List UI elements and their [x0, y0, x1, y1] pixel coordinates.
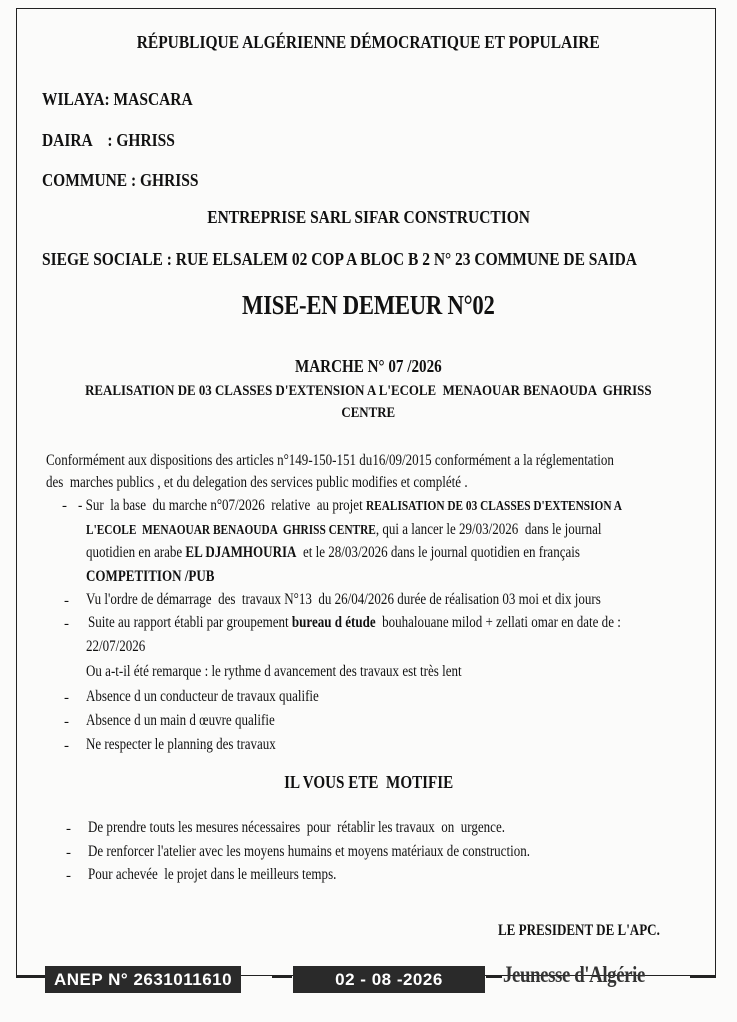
- motif-heading: IL VOUS ETE MOTIFIE: [283, 772, 454, 792]
- point-3-line3: Ou a-t-il été remarque : le rythme d avancement des travaux est très lent: [86, 663, 462, 680]
- point-1-line3: quotidien en arabe EL DJAMHOURIA et le 28/03/2026 dans le journal quotidien en français: [86, 544, 580, 561]
- point-4: Absence d un conducteur de travaux qualifie: [86, 688, 319, 705]
- page-title: MISE-EN DEMEUR N°02: [242, 290, 495, 320]
- bullet: -: [64, 714, 69, 730]
- bullet: -: [66, 821, 71, 837]
- point-1-line4: COMPETITION /PUB: [86, 568, 215, 585]
- bullet: -: [64, 690, 69, 706]
- date-badge: 02 - 08 -2026: [293, 966, 485, 993]
- marche-number: MARCHE N° 07 /2026: [295, 356, 442, 376]
- marche-object-line2: CENTRE: [341, 405, 396, 421]
- republic-heading: RÉPUBLIQUE ALGÉRIENNE DÉMOCRATIQUE ET POPULAIRE: [136, 32, 601, 52]
- footer-rule-end: [690, 976, 716, 978]
- footer-rule-mid: [272, 976, 292, 978]
- motif-1: De prendre touts les mesures nécessaires pour rétablir les travaux on urgence.: [88, 819, 505, 836]
- point-6: Ne respecter le planning des travaux: [86, 736, 276, 753]
- anep-badge: ANEP N° 2631011610: [45, 966, 241, 993]
- footer-rule-right: [486, 976, 502, 978]
- intro-line1: Conformément aux dispositions des articles n°149-150-151 du16/09/2015 conformément a la réglementation: [46, 452, 614, 469]
- signature: LE PRESIDENT DE L'APC.: [498, 922, 660, 939]
- bullet: -: [62, 498, 67, 514]
- bullet: -: [64, 616, 69, 632]
- point-1-line2: L'ECOLE MENAOUAR BENAOUDA GHRISS CENTRE, qui a lancer le 29/03/2026 dans le journal: [86, 521, 602, 538]
- bullet: -: [64, 738, 69, 754]
- point-5: Absence d un main d œuvre qualifie: [86, 712, 275, 729]
- daira-line: DAIRA : GHRISS: [42, 130, 175, 150]
- wilaya-line: WILAYA: MASCARA: [42, 89, 193, 109]
- point-3-line2: 22/07/2026: [86, 638, 146, 655]
- point-3-line1: Suite au rapport établi par groupement bureau d étude bouhalouane milod + zellati omar en date de :: [88, 614, 621, 631]
- marche-object-line1: REALISATION DE 03 CLASSES D'EXTENSION A L'ECOLE MENAOUAR BENAOUDA GHRISS: [85, 383, 652, 399]
- commune-line: COMMUNE : GHRISS: [42, 170, 199, 190]
- newspaper-logo: Jeunesse d'Algérie: [503, 962, 645, 987]
- entreprise-line: ENTREPRISE SARL SIFAR CONSTRUCTION: [207, 207, 530, 227]
- point-2: Vu l'ordre de démarrage des travaux N°13 du 26/04/2026 durée de réalisation 03 moi et dix jours: [86, 591, 601, 608]
- motif-3: Pour achevée le projet dans le meilleurs temps.: [88, 866, 337, 883]
- siege-line: SIEGE SOCIALE : RUE ELSALEM 02 COP A BLOC B 2 N° 23 COMMUNE DE SAIDA: [42, 249, 637, 269]
- bullet: -: [64, 593, 69, 609]
- point-1-line1: - Sur la base du marche n°07/2026 relative au projet REALISATION DE 03 CLASSES D'EXTENSION A: [78, 497, 622, 514]
- motif-2: De renforcer l'atelier avec les moyens humains et moyens matériaux de construction.: [88, 843, 530, 860]
- bullet: -: [66, 868, 71, 884]
- intro-line2: des marches publics , et du delegation des services public modifies et complété .: [46, 474, 468, 491]
- footer-rule-left: [16, 976, 46, 978]
- bullet: -: [66, 845, 71, 861]
